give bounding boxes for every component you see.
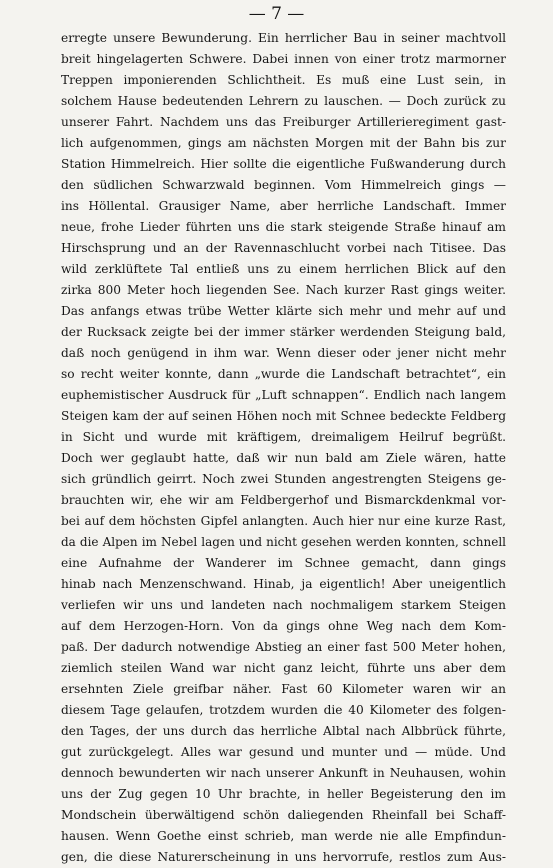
text-line: Steigen kam der auf seinen Höhen noch mit Schnee bedeckte Feldberg (61, 409, 506, 423)
text-line: hausen. Wenn Goethe einst schrieb, man werde nie alle Empfindun- (61, 829, 506, 843)
text-line: gen, die diese Naturerscheinung in uns hervorrufe, restlos zum Aus- (61, 850, 506, 864)
text-line: gut zurückgelegt. Alles war gesund und munter und — müde. Und (61, 745, 506, 759)
text-line: Das anfangs etwas trübe Wetter klärte sich mehr und mehr auf und (61, 304, 506, 318)
text-line: ziemlich steilen Wand war nicht ganz leicht, führte uns aber dem (61, 661, 506, 675)
text-line: zirka 800 Meter hoch liegenden See. Nach kurzer Rast gings weiter. (61, 283, 506, 297)
text-line: breit hingelagerten Schwere. Dabei innen von einer trotz marmorner (61, 52, 506, 66)
text-line: Treppen imponierenden Schlichtheit. Es muß eine Lust sein, in (61, 73, 506, 87)
text-line: dennoch bewunderten wir nach unserer Ankunft in Neuhausen, wohin (61, 766, 506, 780)
text-line: uns der Zug gegen 10 Uhr brachte, in heller Begeisterung den im (61, 787, 506, 801)
text-line: solchem Hause bedeutenden Lehrern zu lauschen. — Doch zurück zu (61, 94, 506, 108)
page-number: — 7 — (248, 4, 305, 24)
text-line: ersehnten Ziele greifbar näher. Fast 60 Kilometer waren wir an (61, 682, 506, 696)
text-line: unserer Fahrt. Nachdem uns das Freiburger Artillerieregiment gast- (61, 115, 506, 129)
text-line: auf dem Herzogen-Horn. Von da gings ohne Weg nach dem Kom- (61, 619, 506, 633)
text-line: hinab nach Menzenschwand. Hinab, ja eigentlich! Aber uneigentlich (61, 577, 506, 591)
text-line: daß noch genügend in ihm war. Wenn dieser oder jener nicht mehr (61, 346, 506, 360)
text-line: neue, frohe Lieder führten uns die stark steigende Straße hinauf am (61, 220, 506, 234)
text-line: den Tages, der uns durch das herrliche Albtal nach Albbrück führte, (61, 724, 506, 738)
text-line: wild zerklüftete Tal entließ uns zu einem herrlichen Blick auf den (61, 262, 506, 276)
text-line: verliefen wir uns und landeten nach nochmaligem starkem Steigen (61, 598, 506, 612)
text-line: in Sicht und wurde mit kräftigem, dreimaligem Heilruf begrüßt. (61, 430, 506, 444)
text-line: paß. Der dadurch notwendige Abstieg an einer fast 500 Meter hohen, (61, 640, 506, 654)
body-text (61, 28, 506, 868)
text-line: euphemistischer Ausdruck für „Luft schnappen“. Endlich nach langem (61, 388, 506, 402)
text-line: lich aufgenommen, gings am nächsten Morgen mit der Bahn bis zur (61, 136, 506, 150)
text-line: Hirschsprung und an der Ravennaschlucht vorbei nach Titisee. Das (61, 241, 506, 255)
text-line: brauchten wir, ehe wir am Feldbergerhof und Bismarckdenkmal vor- (61, 493, 506, 507)
text-line: Mondschein überwältigend schön daliegenden Rheinfall bei Schaff- (61, 808, 506, 822)
text-line: so recht weiter konnte, dann „wurde die Landschaft betrachtet“, ein (61, 367, 506, 381)
text-line: bei auf dem höchsten Gipfel anlangten. Auch hier nur eine kurze Rast, (61, 514, 506, 528)
text-line: ins Höllental. Grausiger Name, aber herrliche Landschaft. Immer (61, 199, 506, 213)
text-line: diesem Tage gelaufen, trotzdem wurden die 40 Kilometer des folgen- (61, 703, 506, 717)
text-line: da die Alpen im Nebel lagen und nicht gesehen werden konnten, schnell (61, 535, 506, 549)
text-line: Station Himmelreich. Hier sollte die eigentliche Fußwanderung durch (61, 157, 506, 171)
text-line: den südlichen Schwarzwald beginnen. Vom Himmelreich gings — (61, 178, 506, 192)
text-line: Doch wer geglaubt hatte, daß wir nun bald am Ziele wären, hatte (61, 451, 506, 465)
text-line: sich gründlich geirrt. Noch zwei Stunden angestrengten Steigens ge- (61, 472, 506, 486)
text-line: erregte unsere Bewunderung. Ein herrlicher Bau in seiner machtvoll (61, 31, 506, 45)
text-line: eine Aufnahme der Wanderer im Schnee gemacht, dann gings (61, 556, 506, 570)
text-line: der Rucksack zeigte bei der immer stärker werdenden Steigung bald, (61, 325, 506, 339)
